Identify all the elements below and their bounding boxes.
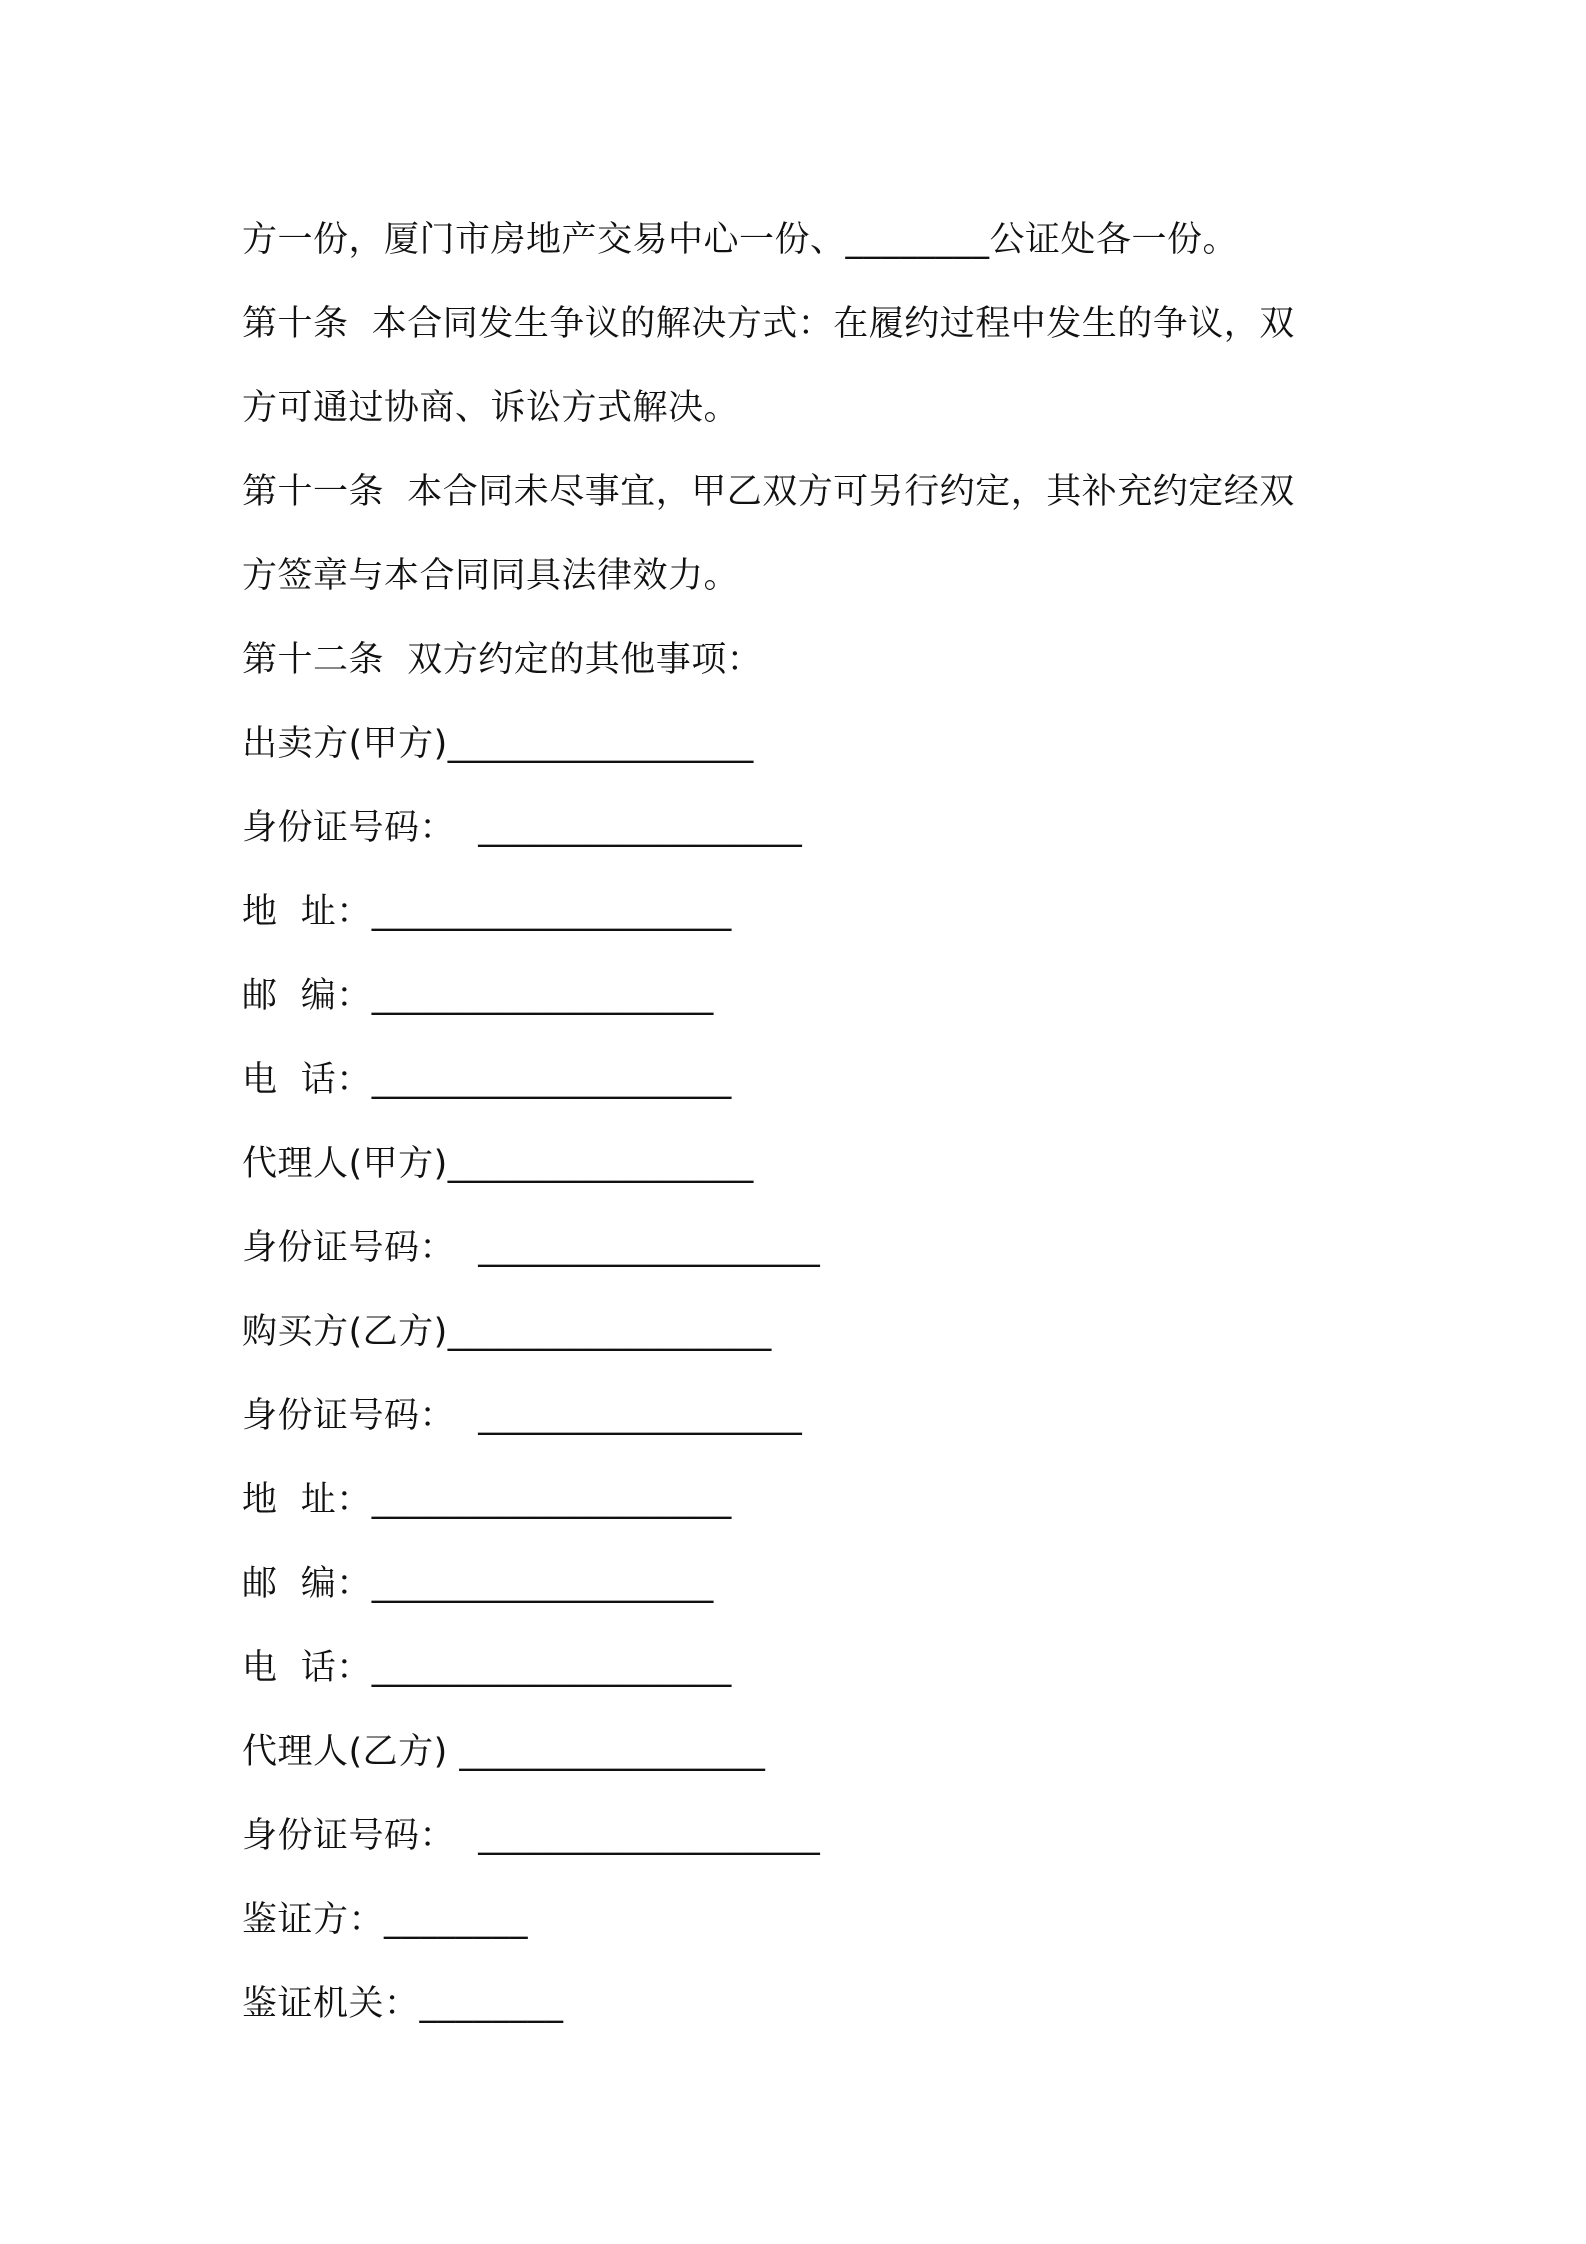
article-10-line-1: 第十条 本合同发生争议的解决方式：在履约过程中发生的争议，双 [242, 304, 1295, 344]
seller-agent-field: 代理人(甲方)_________________ [242, 1144, 754, 1184]
seller-address-field: 地 址：____________________ [242, 892, 732, 932]
document-body [242, 198, 1362, 2046]
buyer-phone-field: 电 话：____________________ [242, 1648, 732, 1688]
attestor-field: 鉴证方：________ [242, 1900, 529, 1940]
buyer-agent-id-field: 身份证号码： ___________________ [242, 1816, 821, 1856]
buyer-id-field: 身份证号码： __________________ [242, 1396, 803, 1436]
article-11-line-1: 第十一条 本合同未尽事宜，甲乙双方可另行约定，其补充约定经双 [242, 472, 1295, 512]
text-line: 方一份，厦门市房地产交易中心一份、________公证处各一份。 [242, 220, 1239, 260]
buyer-address-field: 地 址：____________________ [242, 1480, 732, 1520]
article-12-line: 第十二条 双方约定的其他事项： [242, 640, 763, 680]
seller-agent-id-field: 身份证号码： ___________________ [242, 1228, 821, 1268]
buyer-field: 购买方(乙方)__________________ [242, 1312, 772, 1352]
seller-phone-field: 电 话：____________________ [242, 1060, 732, 1100]
buyer-postcode-field: 邮 编：___________________ [242, 1564, 714, 1604]
seller-postcode-field: 邮 编：___________________ [242, 976, 714, 1016]
article-10-line-2: 方可通过协商、诉讼方式解决。 [242, 388, 740, 428]
seller-id-field: 身份证号码： __________________ [242, 808, 803, 848]
seller-field: 出卖方(甲方)_________________ [242, 724, 754, 764]
article-11-line-2: 方签章与本合同同具法律效力。 [242, 556, 740, 596]
buyer-agent-field: 代理人(乙方) _________________ [242, 1732, 766, 1772]
attestation-authority-field: 鉴证机关：________ [242, 1984, 564, 2024]
